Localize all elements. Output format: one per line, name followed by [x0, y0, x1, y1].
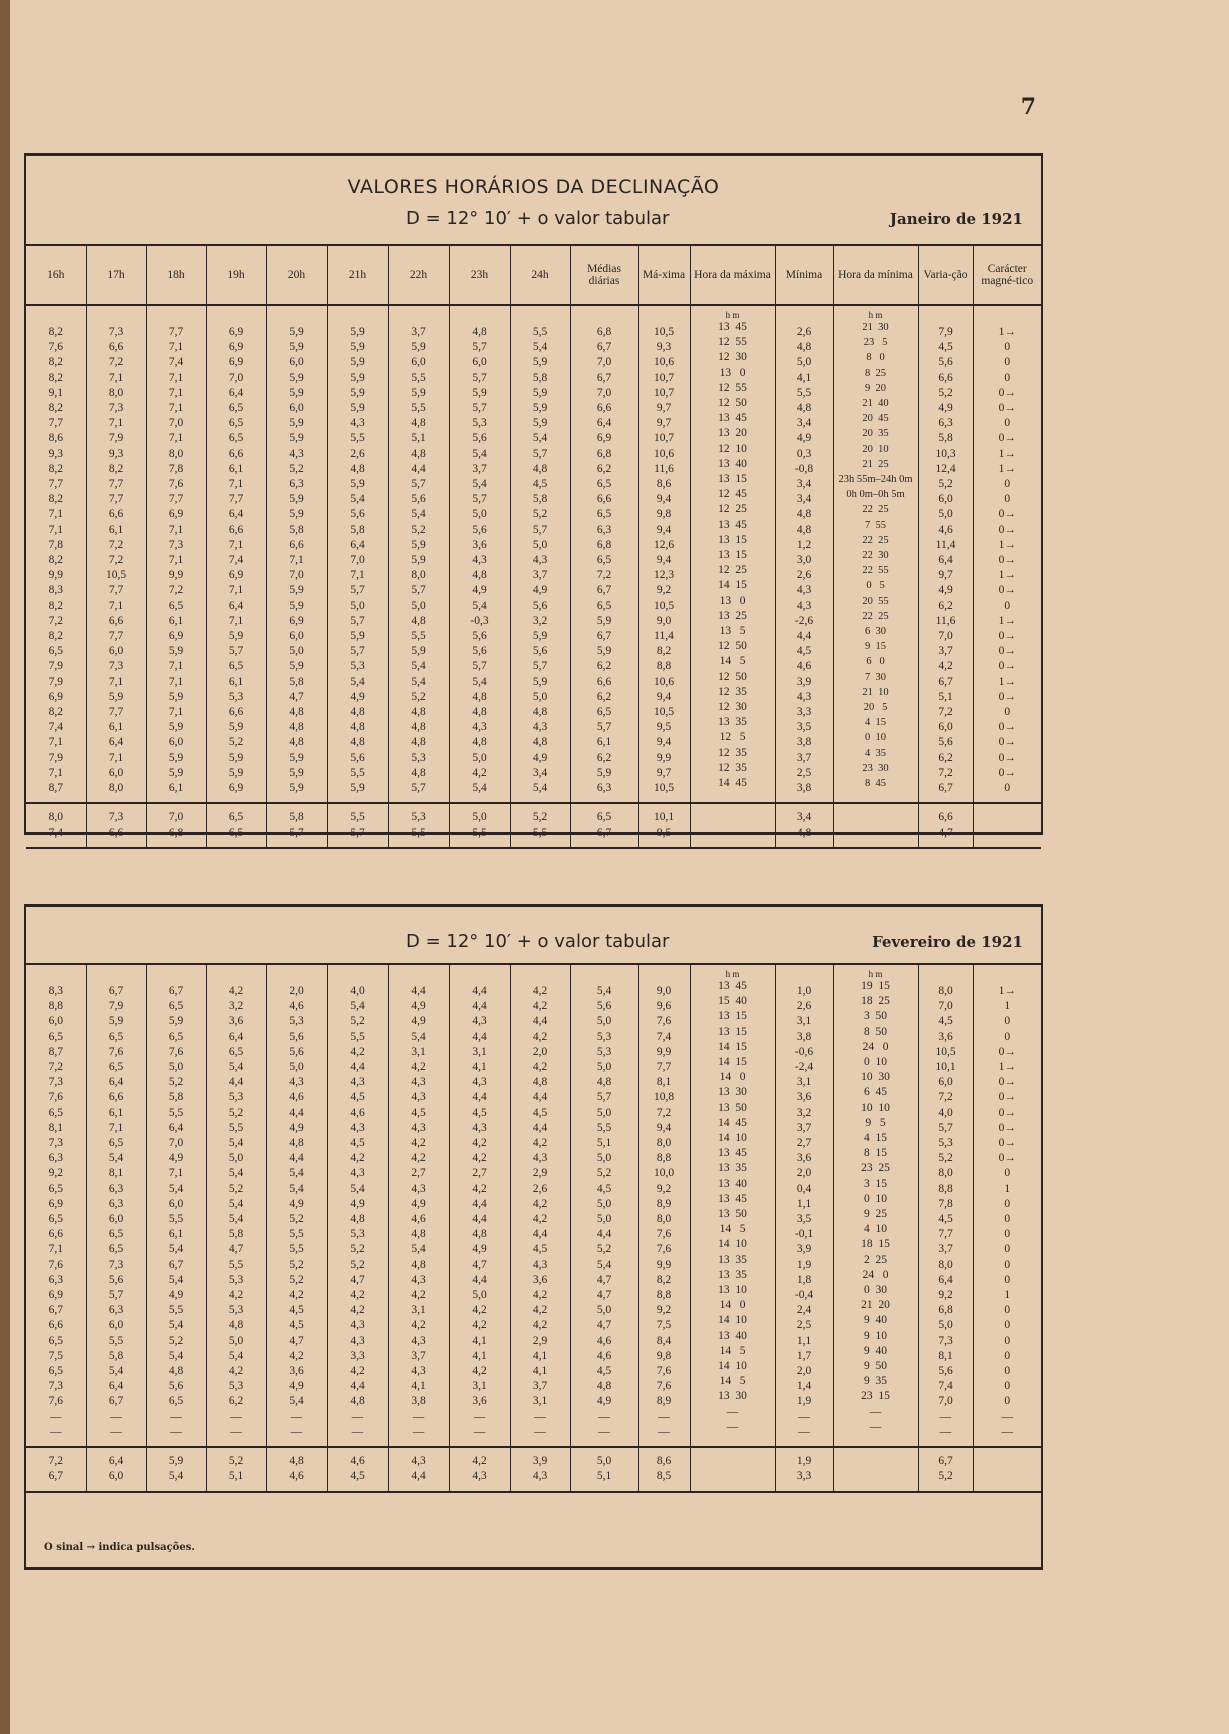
col-header: Hora da mínima: [833, 245, 918, 305]
avg-minima: 3,4 4,8: [775, 803, 833, 847]
col-22h: 3,7 5,9 6,0 5,5 5,9 5,5 4,8 5,1 4,8 4,4 5,7 5,6 5,4 5,2 5,9 5,9 8,0 5,7 5,0 4,8 5,5 5,9 5,4 5,4 5,2 4,8 4,8 4,8 5,3 4,8 5,7: [388, 305, 449, 803]
col-header: 24h: [510, 245, 570, 305]
col-16h: 8,2 7,6 8,2 8,2 9,1 8,2 7,7 8,6 9,3 8,2 7,7 8,2 7,1 7,1 7,8 8,2 9,9 8,3 8,2 7,2 8,2 6,5 7,9 7,9 6,9 8,2 7,4 7,1 7,9 7,1 8,7: [26, 305, 86, 803]
hora-max-values: 13 45 12 55 12 30 13 0 12 55 12 50 13 45 13 20 12 10 13 40 13 15 12 45 12 25 13 45 13 15 13 15 12 25 14 15 13 0 13 25 13 5 12 50 14 5 12 50 12 35 12 30 13 35 12 5 12 35 12 35 14 45: [718, 321, 747, 790]
col-minima: 1,0 2,6 3,1 3,8 -0,6 -2,4 3,1 3,6 3,2 3,7 2,7 3,6 2,0 0,4 1,1 3,5 -0,1 3,9 1,9 1,8 -0,4 2,4 2,5 1,1 1,7 2,0 1,4 1,9 — —: [775, 964, 833, 1447]
col-header: 18h: [146, 245, 206, 305]
avg-hora-maxima: [690, 1447, 775, 1491]
col-hora-maxima: [690, 964, 775, 1447]
avg-23h: 5,0 5,5: [449, 803, 510, 847]
col-carater: 1→ 0 0 0 0→ 0→ 0 0→ 1→ 1→ 0 0 0→ 0→ 1→ 0→ 1→ 0→ 0 1→ 0→ 0→ 0→ 1→ 0→ 0 0→ 0→ 0→ 0→ 0: [973, 305, 1041, 803]
col-20h: 2,0 4,6 5,3 5,6 5,6 5,0 4,3 4,6 4,4 4,9 4,8 4,4 5,4 5,4 4,9 5,2 5,5 5,5 5,2 5,2 4,2 4,5 4,5 4,7 4,2 3,6 4,9 5,4 — —: [266, 964, 327, 1447]
january-formula: D = 12° 10′ + o valor tabular: [406, 208, 670, 229]
avg-16h: 8,0 7,4: [26, 803, 86, 847]
col-22h: 4,4 4,9 4,9 5,4 3,1 4,2 4,3 4,3 4,5 4,3 4,2 4,2 2,7 4,3 4,9 4,6 4,8 5,4 4,8 4,3 4,2 3,1 4,2 4,3 3,7 4,3 4,1 3,8 — —: [388, 964, 449, 1447]
page-binding-edge: [0, 0, 10, 1734]
col-header: Má-xima: [638, 245, 690, 305]
col-24h: 4,2 4,2 4,4 4,2 2,0 4,2 4,8 4,4 4,5 4,4 4,2 4,3 2,9 2,6 4,2 4,2 4,4 4,5 4,3 3,6 4,2 4,2 4,2 2,9 4,1 4,1 3,7 3,1 — —: [510, 964, 570, 1447]
january-month: Janeiro de 1921: [889, 210, 1023, 228]
february-table-frame: [24, 904, 1043, 1570]
avg-21h: 4,6 4,5: [327, 1447, 388, 1491]
avg-minima: 1,9 3,3: [775, 1447, 833, 1491]
hora-min-values: 19 15 18 25 3 50 8 50 24 0 0 10 10 30 6 45 10 10 9 5 4 15 8 15 23 25 3 15 0 10 9 25 4 10 18 15 2 25 24 0 0 30 21 20 9 40 9 10 9 40 9 50 9 35 23 15 — —: [861, 980, 890, 1433]
col-hora-maxima: [690, 305, 775, 803]
col-variacao: 7,9 4,5 5,6 6,6 5,2 4,9 6,3 5,8 10,3 12,4 5,2 6,0 5,0 4,6 11,4 6,4 9,7 4,9 6,2 11,6 7,0 3,7 4,2 6,7 5,1 7,2 6,0 5,6 6,2 7,2 6,7: [918, 305, 973, 803]
col-24h: 5,5 5,4 5,9 5,8 5,9 5,9 5,9 5,4 5,7 4,8 4,5 5,8 5,2 5,7 5,0 4,3 3,7 4,9 5,6 3,2 5,9 5,6 5,7 5,9 5,0 4,8 4,3 4,8 4,9 3,4 5,4: [510, 305, 570, 803]
col-21h: 4,0 5,4 5,2 5,5 4,2 4,4 4,3 4,5 4,6 4,3 4,5 4,2 4,3 5,4 4,9 4,8 5,3 5,2 5,2 4,7 4,2 4,2 4,3 4,3 3,3 4,2 4,4 4,8 — —: [327, 964, 388, 1447]
avg-22h: 5,3 5,5: [388, 803, 449, 847]
col-16h: 8,3 8,8 6,0 6,5 8,7 7,2 7,3 7,6 6,5 8,1 7,3 6,3 9,2 6,5 6,9 6,5 6,6 7,1 7,6 6,3 6,9 6,7 6,6 6,5 7,5 6,5 7,3 7,6 — —: [26, 964, 86, 1447]
avg-carater: [973, 1447, 1041, 1491]
hora-min-values: 21 30 23 5 8 0 8 25 9 20 21 40 20 45 20 35 20 10 21 25 23h 55m–24h 0m 0h 0m–0h 5m 22 25 7 55 22 25 22 30 22 55 0 5 20 55 22 25 6 30 9 15 6 0 7 30 21 10 20 5 4 15 0 10 4 35 23 30 8 45: [838, 322, 913, 790]
avg-20h: 4,8 4,6: [266, 1447, 327, 1491]
units-label: h m: [725, 969, 740, 979]
header-row: [26, 245, 1041, 305]
avg-hora-maxima: [690, 803, 775, 847]
avg-20h: 5,8 5,7: [266, 803, 327, 847]
col-17h: 6,7 7,9 5,9 6,5 7,6 6,5 6,4 6,6 6,1 7,1 6,5 5,4 8,1 6,3 6,3 6,0 6,5 6,5 7,3 5,6 5,7 6,3 6,0 5,5 5,8 5,4 6,4 6,7 — —: [86, 964, 146, 1447]
daily-values-row: [26, 964, 1041, 1447]
col-header: 17h: [86, 245, 146, 305]
col-18h: 6,7 6,5 5,9 6,5 7,6 5,0 5,2 5,8 5,5 6,4 7,0 4,9 7,1 5,4 6,0 5,5 6,1 5,4 6,7 5,4 4,9 5,5 5,4 5,2 5,4 4,8 5,6 6,5 — —: [146, 964, 206, 1447]
avg-21h: 5,5 5,7: [327, 803, 388, 847]
col-19h: 6,9 6,9 6,9 7,0 6,4 6,5 6,5 6,5 6,6 6,1 7,1 7,7 6,4 6,6 7,1 7,4 6,9 7,1 6,4 7,1 5,9 5,7 6,5 6,1 5,3 6,6 5,9 5,2 5,9 5,9 6,9: [206, 305, 266, 803]
col-header: Hora da máxima: [690, 245, 775, 305]
col-header: 16h: [26, 245, 86, 305]
col-21h: 5,9 5,9 5,9 5,9 5,9 5,9 4,3 5,5 2,6 4,8 5,9 5,4 5,6 5,8 6,4 7,0 7,1 5,7 5,0 5,7 5,9 5,7 5,3 5,4 4,9 4,8 4,8 4,8 5,6 5,5 5,9: [327, 305, 388, 803]
hora-max-values: 13 45 15 40 13 15 13 15 14 15 14 15 14 0 13 30 13 50 14 45 14 10 13 45 13 35 13 40 13 45 13 50 14 5 14 10 13 35 13 35 13 10 14 0 14 10 13 40 14 5 14 10 14 5 13 30 — —: [718, 980, 747, 1433]
avg-hora-minima: [833, 1447, 918, 1491]
avg-medias: 6,5 6,7: [570, 803, 638, 847]
averages-row: [26, 1447, 1041, 1491]
avg-17h: 7,3 6,6: [86, 803, 146, 847]
avg-medias: 5,0 5,1: [570, 1447, 638, 1491]
february-table: [26, 963, 1041, 1493]
table-title: VALORES HORÁRIOS DA DECLINAÇÃO: [347, 176, 720, 198]
avg-16h: 7,2 6,7: [26, 1447, 86, 1491]
units-label: h m: [725, 310, 740, 320]
col-header: 23h: [449, 245, 510, 305]
avg-24h: 3,9 4,3: [510, 1447, 570, 1491]
col-19h: 4,2 3,2 3,6 6,4 6,5 5,4 4,4 5,3 5,2 5,5 5,4 5,0 5,4 5,2 5,4 5,4 5,8 4,7 5,5 5,3 4,2 5,3 4,8 5,0 5,4 4,2 5,3 6,2 — —: [206, 964, 266, 1447]
col-medias: 6,8 6,7 7,0 6,7 7,0 6,6 6,4 6,9 6,8 6,2 6,5 6,6 6,5 6,3 6,8 6,5 7,2 6,7 6,5 5,9 6,7 5,9 6,2 6,6 6,2 6,5 5,7 6,1 6,2 5,9 6,3: [570, 305, 638, 803]
avg-variacao: 6,7 5,2: [918, 1447, 973, 1491]
avg-18h: 7,0 6,8: [146, 803, 206, 847]
col-header: 19h: [206, 245, 266, 305]
avg-variacao: 6,6 4,7: [918, 803, 973, 847]
col-20h: 5,9 5,9 6,0 5,9 5,9 6,0 5,9 5,9 4,3 5,2 6,3 5,9 5,9 5,8 6,6 7,1 7,0 5,9 5,9 6,9 6,0 5,0 5,9 5,8 4,7 4,8 4,8 4,8 5,9 5,9 5,9: [266, 305, 327, 803]
january-table: [26, 244, 1041, 849]
units-label: h m: [868, 969, 883, 979]
col-header: Mínima: [775, 245, 833, 305]
avg-maxima: 10,1 9,5: [638, 803, 690, 847]
col-carater: 1→ 1 0 0 0→ 1→ 0→ 0→ 0→ 0→ 0→ 0→ 0 1 0 0 0 0 0 0 1 0 0 0 0 0 0 0 — —: [973, 964, 1041, 1447]
avg-23h: 4,2 4,3: [449, 1447, 510, 1491]
col-header: Médias diárias: [570, 245, 638, 305]
col-maxima: 10,5 9,3 10,6 10,7 10,7 9,7 9,7 10,7 10,6 11,6 8,6 9,4 9,8 9,4 12,6 9,4 12,3 9,2 10,5 9,0 11,4 8,2 8,8 10,6 9,4 10,5 9,5 9,4 9,9 9,7 10,5: [638, 305, 690, 803]
avg-17h: 6,4 6,0: [86, 1447, 146, 1491]
avg-24h: 5,2 5,5: [510, 803, 570, 847]
col-maxima: 9,0 9,6 7,6 7,4 9,9 7,7 8,1 10,8 7,2 9,4 8,0 8,8 10,0 9,2 8,9 8,0 7,6 7,6 9,9 8,2 8,8 9,2 7,5 8,4 9,8 7,6 7,6 8,9 — —: [638, 964, 690, 1447]
daily-values-row: [26, 305, 1041, 803]
col-18h: 7,7 7,1 7,4 7,1 7,1 7,1 7,0 7,1 8,0 7,8 7,6 7,7 6,9 7,1 7,3 7,1 9,9 7,2 6,5 6,1 6,9 5,9 7,1 7,1 5,9 7,1 5,9 6,0 5,9 5,9 6,1: [146, 305, 206, 803]
col-hora-minima: [833, 964, 918, 1447]
col-23h: 4,8 5,7 6,0 5,7 5,9 5,7 5,3 5,6 5,4 3,7 5,4 5,7 5,0 5,6 3,6 4,3 4,8 4,9 5,4 -0,3 5,6 5,6 5,7 5,4 4,8 4,8 4,3 4,8 5,0 4,2 5,4: [449, 305, 510, 803]
col-17h: 7,3 6,6 7,2 7,1 8,0 7,3 7,1 7,9 9,3 8,2 7,7 7,7 6,6 6,1 7,2 7,2 10,5 7,7 7,1 6,6 7,7 6,0 7,3 7,1 5,9 7,7 6,1 6,4 7,1 6,0 8,0: [86, 305, 146, 803]
footnote: O sinal → indica pulsações.: [44, 1542, 195, 1553]
col-header: Varia-ção: [918, 245, 973, 305]
col-medias: 5,4 5,6 5,0 5,3 5,3 5,0 4,8 5,7 5,0 5,5 5,1 5,0 5,2 4,5 5,0 5,0 4,4 5,2 5,4 4,7 4,7 5,0 4,7 4,6 4,6 4,5 4,8 4,9 — —: [570, 964, 638, 1447]
february-formula: D = 12° 10′ + o valor tabular: [406, 931, 670, 952]
avg-22h: 4,3 4,4: [388, 1447, 449, 1491]
units-label: h m: [868, 310, 883, 320]
avg-carater: [973, 803, 1041, 847]
january-table-frame: [24, 153, 1043, 839]
col-23h: 4,4 4,4 4,3 4,4 3,1 4,1 4,3 4,4 4,5 4,3 4,2 4,2 2,7 4,2 4,4 4,4 4,8 4,9 4,7 4,4 5,0 4,2 4,2 4,1 4,1 4,2 3,1 3,6 — —: [449, 964, 510, 1447]
col-header: 20h: [266, 245, 327, 305]
averages-row: [26, 803, 1041, 847]
avg-19h: 6,5 6,5: [206, 803, 266, 847]
avg-hora-minima: [833, 803, 918, 847]
col-header: Carácter magné-tico: [973, 245, 1041, 305]
page-number: 7: [1020, 94, 1036, 120]
col-hora-minima: [833, 305, 918, 803]
col-variacao: 8,0 7,0 4,5 3,6 10,5 10,1 6,0 7,2 4,0 5,7 5,3 5,2 8,0 8,8 7,8 4,5 7,7 3,7 8,0 6,4 9,2 6,8 5,0 7,3 8,1 5,6 7,4 7,0 — —: [918, 964, 973, 1447]
avg-19h: 5,2 5,1: [206, 1447, 266, 1491]
avg-maxima: 8,6 8,5: [638, 1447, 690, 1491]
col-header: 22h: [388, 245, 449, 305]
avg-18h: 5,9 5,4: [146, 1447, 206, 1491]
col-minima: 2,6 4,8 5,0 4,1 5,5 4,8 3,4 4,9 0,3 -0,8 3,4 3,4 4,8 4,8 1,2 3,0 2,6 4,3 4,3 -2,6 4,4 4,5 4,6 3,9 4,3 3,3 3,5 3,8 3,7 2,5 3,8: [775, 305, 833, 803]
col-header: 21h: [327, 245, 388, 305]
february-month: Fevereiro de 1921: [872, 933, 1023, 951]
